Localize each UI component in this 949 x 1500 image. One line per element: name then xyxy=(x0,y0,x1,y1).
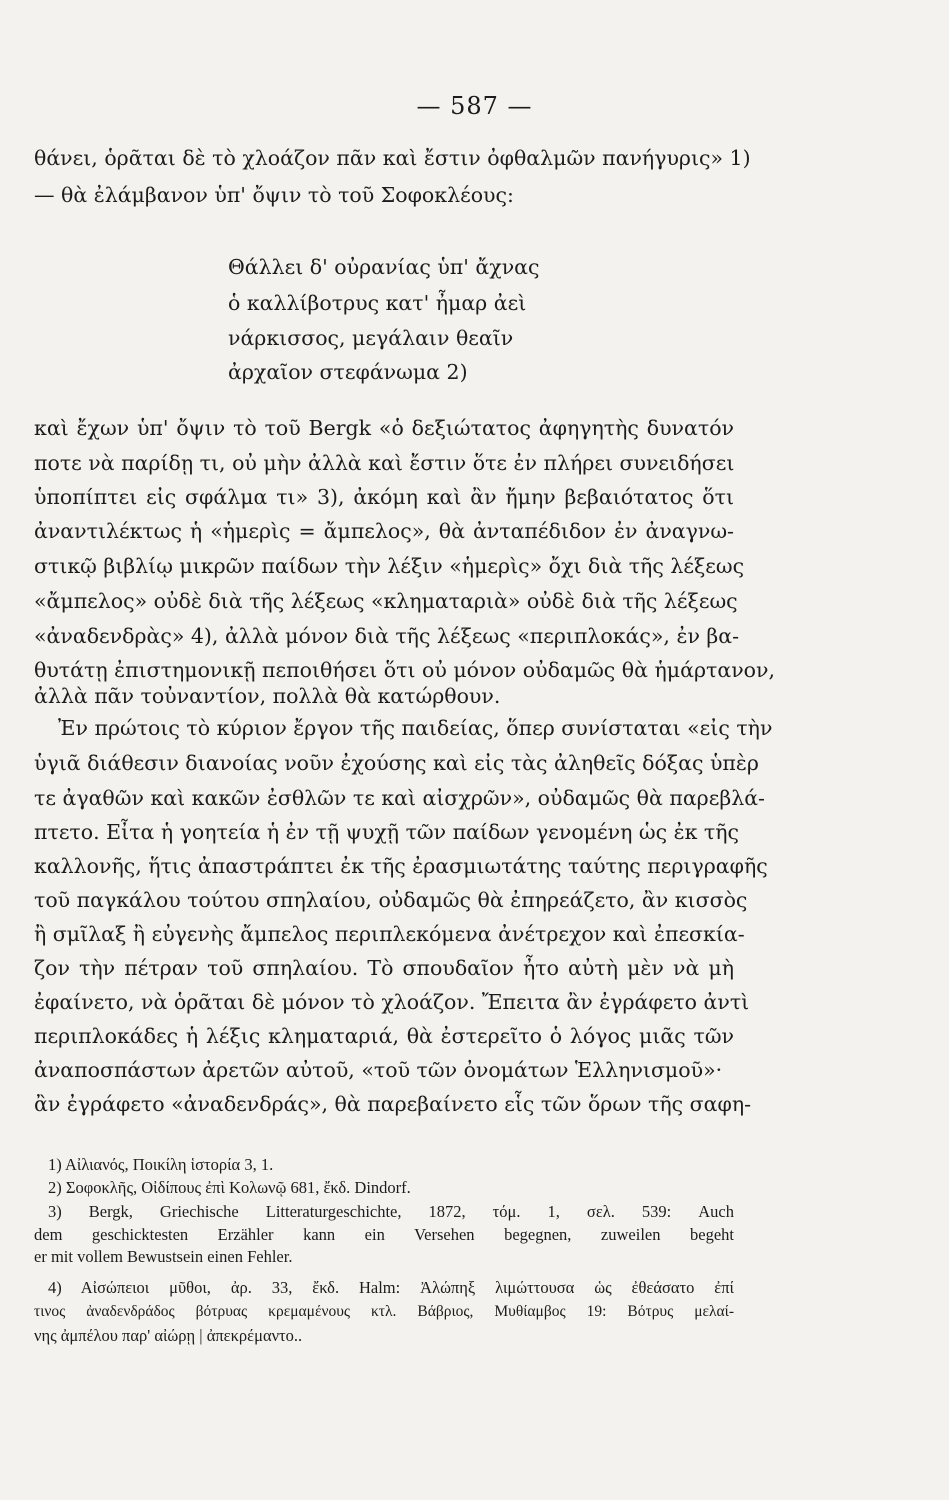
text-line: ὑποπίπτει εἰς σφάλμα τι» 3), ἀκόμη καὶ ἂν ἤμην βεβαιότατος ὅτι xyxy=(34,485,734,509)
page-number: — 587 — xyxy=(416,92,533,120)
text-line: περιπλοκάδες ἡ λέξις κληματαριά, θὰ ἐστερεῖτο ὁ λόγος μιᾶς τῶν xyxy=(34,1024,734,1048)
text-line: ἀλλὰ πᾶν τοὐναντίον, πολλὰ θὰ κατώρθουν. xyxy=(34,684,501,708)
footnote: 1) Αἰλιανός, Ποικίλη ἱστορία 3, 1. xyxy=(48,1155,274,1174)
text-line: «ἄμπελος» οὐδὲ διὰ τῆς λέξεως «κληματαριὰ» οὐδὲ διὰ τῆς λέξεως xyxy=(34,589,738,613)
text-line: ἀναντιλέκτως ἡ «ἡμερὶς = ἄμπελος», θὰ ἀνταπέδιδον ἐν ἀναγνω- xyxy=(34,519,734,543)
text-line: τοῦ παγκάλου τούτου σπηλαίου, οὐδαμῶς θὰ ἐπηρεάζετο, ἂν κισσὸς xyxy=(34,888,748,912)
poem-line: νάρκισσος, μεγάλαιν θεαῖν xyxy=(228,326,514,350)
poem-line: Θάλλει δ' οὐρανίας ὑπ' ἄχνας xyxy=(228,255,540,279)
text-line: πτετο. Εἶτα ἡ γοητεία ἡ ἐν τῇ ψυχῇ τῶν παίδων γενομένη ὡς ἐκ τῆς xyxy=(34,820,740,844)
text-line: ἀναποσπάστων ἀρετῶν αὐτοῦ, «τοῦ τῶν ὀνομάτων Ἑλληνισμοῦ»· xyxy=(34,1058,723,1082)
footnote: dem geschicktesten Erzähler kann ein Versehen begegnen, zuweilen begeht xyxy=(34,1225,734,1244)
text-line: θυτάτῃ ἐπιστημονικῇ πεποιθήσει ὅτι οὐ μόνον οὐδαμῶς θὰ ἡμάρτανον, xyxy=(34,658,775,682)
text-line: ὑγιᾶ διάθεσιν διανοίας νοῦν ἐχούσης καὶ εἰς τὰς ἀληθεῖς δόξας ὑπὲρ xyxy=(34,751,759,775)
text-line: Ἐν πρώτοις τὸ κύριον ἔργον τῆς παιδείας, ὅπερ συνίσταται «εἰς τὴν xyxy=(58,716,773,740)
text-line: στικῷ βιβλίῳ μικρῶν παίδων τὴν λέξιν «ἡμερὶς» ὄχι διὰ τῆς λέξεως xyxy=(34,554,745,578)
poem-line: ὁ καλλίβοτρυς κατ' ἦμαρ ἀεὶ xyxy=(228,291,527,315)
text-line: θάνει, ὁρᾶται δὲ τὸ χλοάζον πᾶν καὶ ἔστιν ὀφθαλμῶν πανήγυρις» 1) xyxy=(34,146,751,170)
text-line: ἢ σμῖλαξ ἢ εὐγενὴς ἄμπελος περιπλεκόμενα ἀνέτρεχον καὶ ἐπεσκία- xyxy=(34,922,745,946)
text-line: ἐφαίνετο, νὰ ὁρᾶται δὲ μόνον τὸ χλοάζον. Ἔπειτα ἂν ἐγράφετο ἀντὶ xyxy=(34,990,750,1014)
footnote: 2) Σοφοκλῆς, Οἰδίπους ἐπὶ Κολωνῷ 681, ἔκδ. Dindorf. xyxy=(48,1178,411,1197)
poem-line: ἀρχαῖον στεφάνωμα 2) xyxy=(228,360,468,384)
text-line: καλλονῆς, ἥτις ἀπαστράπτει ἐκ τῆς ἐρασμιωτάτης ταύτης περιγραφῆς xyxy=(34,854,768,878)
text-line: ἂν ἐγράφετο «ἀναδενδράς», θὰ παρεβαίνετο εἷς τῶν ὅρων τῆς σαφη- xyxy=(34,1092,752,1116)
footnote: 4) Αἰσώπειοι μῦθοι, ἀρ. 33, ἔκδ. Halm: Ἀλώπηξ λιμώττουσα ὡς ἐθεάσατο ἐπί xyxy=(48,1278,734,1297)
footnote: 3) Bergk, Griechische Litteraturgeschichte, 1872, τόμ. 1, σελ. 539: Auch xyxy=(48,1202,734,1221)
text-line: «ἀναδενδρὰς» 4), ἀλλὰ μόνον διὰ τῆς λέξεως «περιπλοκάς», ἐν βα- xyxy=(34,624,740,648)
text-line: καὶ ἔχων ὑπ' ὄψιν τὸ τοῦ Bergk «ὁ δεξιώτατος ἀφηγητὴς δυνατόν xyxy=(34,416,734,440)
text-line: τε ἀγαθῶν καὶ κακῶν ἐσθλῶν τε καὶ αἰσχρῶν», οὐδαμῶς θὰ παρεβλά- xyxy=(34,786,765,810)
footnote: τινος ἀναδενδράδος βότρυας κρεμαμένους κτλ. Βάβριος, Μυθίαμβος 19: Βότρυς μελαί- xyxy=(34,1303,734,1320)
text-line: ζον τὴν πέτραν τοῦ σπηλαίου. Τὸ σπουδαῖον ἦτο αὐτὴ μὲν νὰ μὴ xyxy=(34,956,734,980)
footnote: er mit vollem Bewustsein einen Fehler. xyxy=(34,1247,293,1266)
text-line: — θὰ ἐλάμβανον ὑπ' ὄψιν τὸ τοῦ Σοφοκλέους: xyxy=(34,183,514,207)
footnote: νης ἀμπέλου παρ' αἰώρῃ | ἀπεκρέμαντο.. xyxy=(34,1326,303,1345)
text-line: ποτε νὰ παρίδῃ τι, οὐ μὴν ἀλλὰ καὶ ἔστιν ὅτε ἐν πλήρει συνειδήσει xyxy=(34,451,735,475)
